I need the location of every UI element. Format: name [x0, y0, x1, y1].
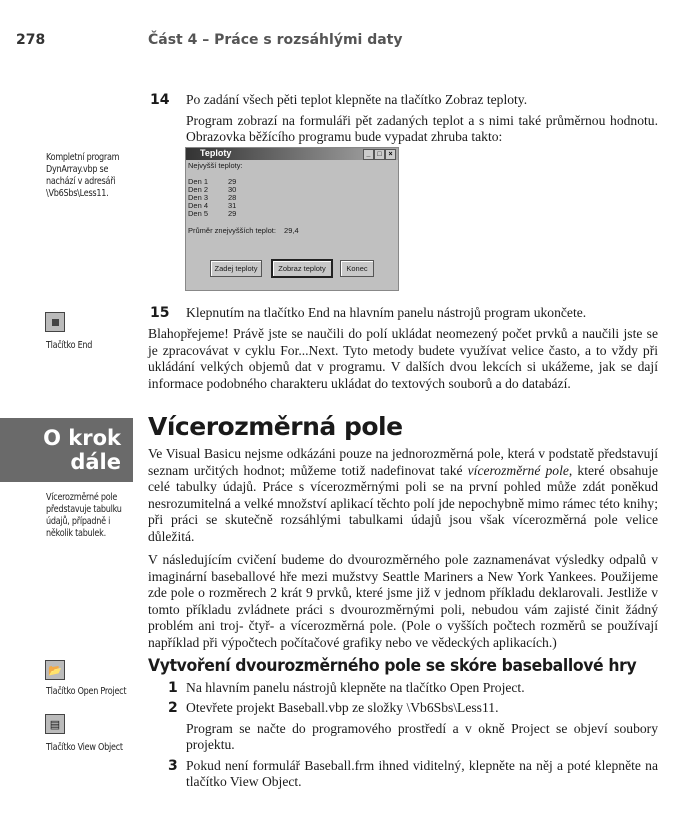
end-button[interactable]: Konec	[340, 260, 374, 277]
end-icon	[45, 312, 65, 332]
day-label: Den 3	[188, 193, 209, 202]
step-number: 3	[168, 757, 178, 774]
average-label: Průměr znejvyšších teplot:	[188, 226, 276, 235]
average-value: 29,4	[284, 226, 299, 235]
open-project-label: Tlačítko Open Project	[46, 686, 127, 697]
step-number: 2	[168, 700, 178, 716]
step-subtext: Program se načte do programového prostředí a v okně Project se objeví soubory projektu.	[186, 720, 658, 752]
step-text: Otevřete projekt Baseball.vbp ze složky \Vb6Sbs\Less11.	[186, 700, 499, 715]
step-text: Na hlavním panelu nástrojů klepněte na tlačítko Open Project.	[186, 679, 525, 695]
subsection-heading: Vytvoření dvourozměrného pole se skóre baseballové hry	[148, 656, 637, 676]
step-14	[186, 92, 658, 153]
end-icon-label: Tlačítko End	[46, 340, 93, 351]
section-body	[148, 446, 658, 795]
temp-value: 31	[228, 201, 237, 210]
text: , které obsahuje celé tabulky údajů. Práce s vícerozměrnými poli se na první pohled může zdát poněkud nesrozumitelná a velké množství aplikací těchto polí jde nepochybně mimo rámec této knihy; při práci se skutečně rozsáhlými tabulkami údajů jsou však vícerozměrná pole velice důležitá.	[148, 462, 659, 544]
window-titlebar	[186, 148, 398, 160]
sidebar-note-program: Kompletní program DynArray.vbp se nachází v adresáři \Vb6Sbs\Less11.	[46, 152, 120, 199]
view-object-label: Tlačítko View Object	[46, 742, 123, 753]
box-title-line: O krok	[43, 426, 121, 450]
temp-value: 28	[228, 193, 237, 202]
enter-temps-button[interactable]: Zadej teploty	[210, 260, 262, 277]
chapter-title: Část 4 – Práce s rozsáhlými daty	[148, 32, 403, 48]
open-folder-icon: 📂	[45, 660, 65, 680]
minimize-icon[interactable]: _	[363, 149, 374, 160]
day-label: Den 4	[188, 201, 209, 210]
text: Ve Visual Basicu nejsme odkázáni pouze na jednorozměrná pole, která v podstatě představují seznam určitých hodnot; můžeme totiž nadefinovat také	[148, 446, 658, 478]
step-subtext: Program zobrazí na formuláři pět zadaných teplot a s nimi také průměrnou hodnotu. Obrazovka běžícího programu bude vypadat zhruba takto:	[186, 112, 658, 144]
step-15: Klepnutím na tlačítko End na hlavním panelu nástrojů program ukončete.	[186, 305, 587, 320]
day-label: Den 1	[188, 177, 209, 186]
show-temps-button[interactable]: Zobraz teploty	[271, 259, 333, 278]
paragraph	[148, 446, 658, 545]
step-number: 15	[150, 305, 170, 321]
step-2	[148, 700, 658, 754]
window-title: Teploty	[200, 148, 232, 158]
step-text: Pokud není formulář Baseball.frm ihned viditelný, klepněte na něj a poté klepněte na tlačítko View Object.	[186, 757, 658, 789]
teploty-window	[185, 147, 399, 291]
day-label: Den 5	[188, 209, 209, 218]
step-number: 14	[150, 92, 170, 108]
heading-label: Nejvyšší teploty:	[188, 161, 243, 170]
step-number: 1	[168, 679, 178, 696]
day-label: Den 2	[188, 185, 209, 194]
further-step-box	[0, 418, 133, 482]
section-heading: Vícerozměrná pole	[148, 412, 403, 441]
sidebar-note-multidim: Vícerozměrné pole představuje tabulku údajů, případně i několik tabulek.	[46, 492, 122, 539]
average-row	[188, 226, 299, 235]
temperature-list	[188, 178, 236, 218]
congrats-paragraph: Blahopřejeme! Právě jste se naučili do polí ukládat neomezený počet prvků a naučili jste se je zpracovávat v cyklu For...Next. Tyto metody budete využívat velice často, a to vždy při ukládání velkých objemů dat v programu. V dalších dvou lekcích si ukážeme, jak se dají informace podobného charakteru ukládat do textových souborů a do databází.	[148, 326, 658, 391]
close-icon[interactable]: ×	[385, 149, 396, 160]
temp-value: 29	[228, 209, 237, 218]
step-text: Po zadání všech pěti teplot klepněte na tlačítko Zobraz teploty.	[186, 92, 528, 107]
step-1	[148, 680, 658, 697]
emphasis: vícerozměrné pole	[467, 462, 569, 478]
temp-value: 30	[228, 185, 237, 194]
box-title-line: dále	[70, 450, 121, 474]
paragraph: V následujícím cvičení budeme do dvourozměrného pole zaznamenávat výsledky odpalů v imaginární baseballové hře mezi mužstvy Seattle Mariners a New York Yankees. Použijeme zde pole o rozměrech 2 krát 9 prvků, které jsme již v jednom příkladu deklarovali. Jestliže v tomto příkladu zvládnete práci s dvourozměrnými poli, nebudou vám zajisté činit žádný problém ani troj- čtyř- a vícerozměrná pole. (Pole o vyšších počtech rozměrů se používají například při výpočtech počítačové grafiky nebo ve vědeckých aplikacích.)	[148, 552, 658, 650]
maximize-icon[interactable]: □	[374, 149, 385, 160]
view-object-icon: ▤	[45, 714, 65, 734]
step-3	[148, 758, 658, 791]
page-number: 278	[16, 32, 46, 48]
temp-value: 29	[228, 177, 237, 186]
